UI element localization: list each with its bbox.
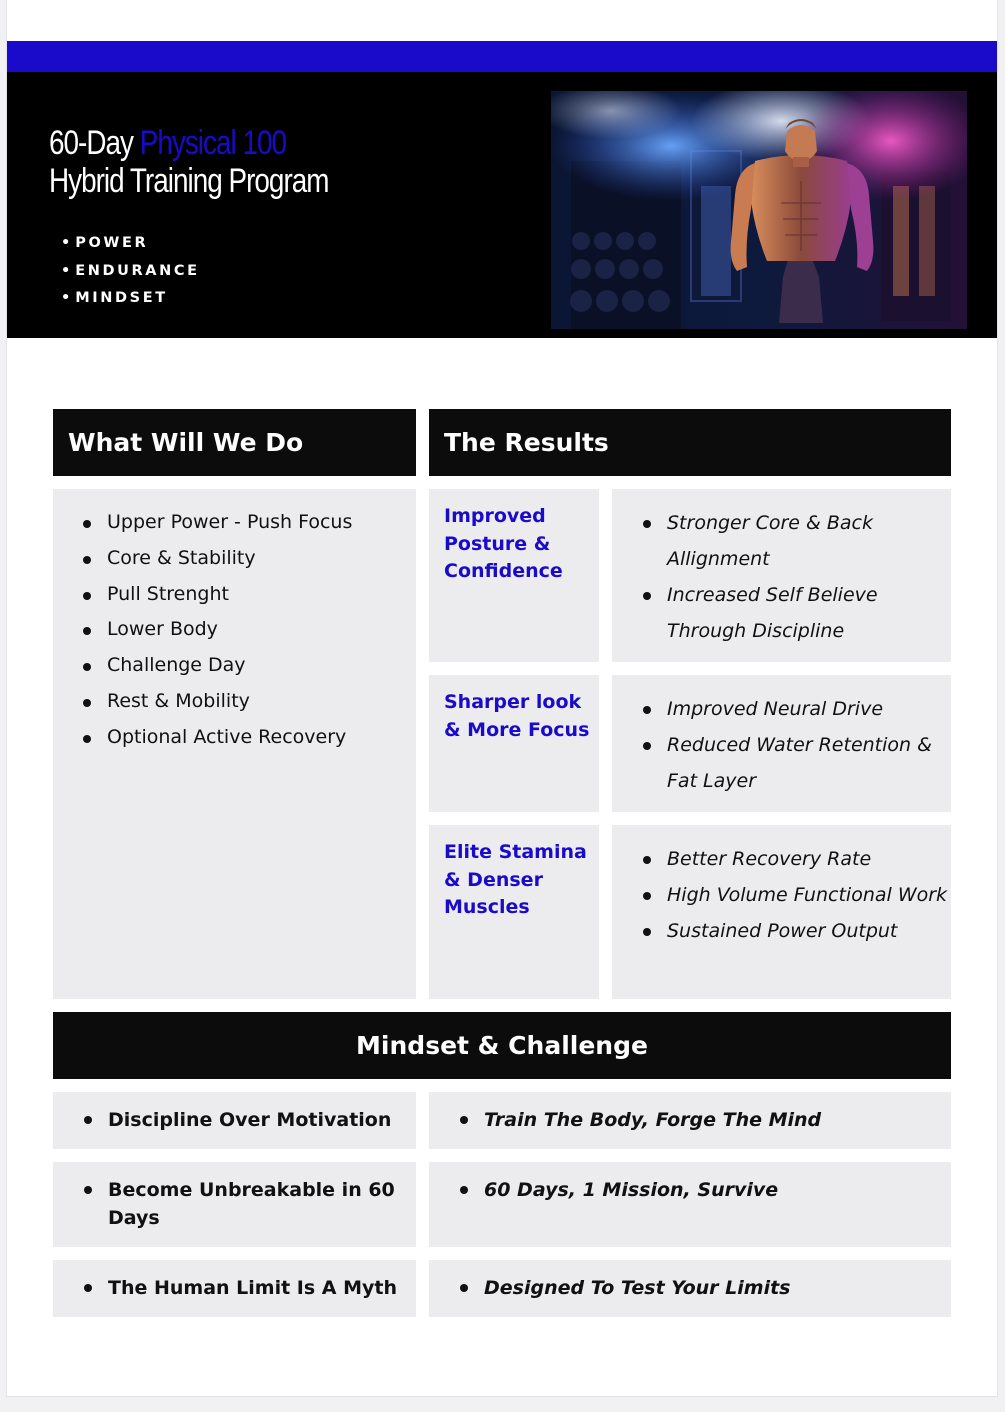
list-item: Better Recovery Rate <box>667 841 951 877</box>
list-item: Lower Body <box>107 612 416 648</box>
hero-tag: • ENDURANCE <box>61 258 200 286</box>
list-item: Increased Self Believe Through Discipline <box>667 577 951 649</box>
mindset-cell <box>53 1092 416 1149</box>
result-title-cell <box>429 489 599 662</box>
athlete-gym-illustration <box>551 91 967 329</box>
mindset-heading: Mindset & Challenge <box>53 1012 951 1079</box>
mindset-cell <box>429 1162 951 1247</box>
list-item: Core & Stability <box>107 541 416 577</box>
mindset-item: Train The Body, Forge The Mind <box>429 1106 951 1134</box>
hero-tag: • POWER <box>61 230 200 258</box>
list-item: Pull Strenght <box>107 577 416 613</box>
mindset-item: Become Unbreakable in 60 Days <box>53 1176 416 1232</box>
result-title-cell <box>429 675 599 812</box>
list-item: Optional Active Recovery <box>107 720 416 756</box>
list-item: Rest & Mobility <box>107 684 416 720</box>
list-item: Upper Power - Push Focus <box>107 505 416 541</box>
list-item: Sustained Power Output <box>667 913 951 949</box>
what-we-do-panel <box>53 489 416 999</box>
result-detail-cell <box>612 675 951 812</box>
mindset-item: 60 Days, 1 Mission, Survive <box>429 1176 951 1204</box>
list-item: High Volume Functional Work <box>667 877 951 913</box>
title-accent: Physical 100 <box>139 124 287 162</box>
result-detail-cell <box>612 489 951 662</box>
result-title: Sharper look & More Focus <box>444 691 590 741</box>
list-item: Improved Neural Drive <box>667 691 951 727</box>
result-detail-cell <box>612 825 951 999</box>
result-detail-list <box>612 825 951 949</box>
title-line2: Hybrid Training Program <box>49 162 329 200</box>
mindset-cell <box>53 1260 416 1317</box>
mindset-item: The Human Limit Is A Myth <box>53 1274 416 1302</box>
mindset-item: Designed To Test Your Limits <box>429 1274 951 1302</box>
page-title <box>49 124 329 200</box>
what-we-do-heading: What Will We Do <box>53 409 416 476</box>
mindset-cell <box>429 1092 951 1149</box>
top-accent-bar <box>7 41 997 72</box>
list-item: Stronger Core & Back Allignment <box>667 505 951 577</box>
program-page <box>7 0 997 1396</box>
hero-athlete-image <box>551 91 967 329</box>
result-title: Improved Posture & Confidence <box>444 505 563 582</box>
list-item: Reduced Water Retention & Fat Layer <box>667 727 951 799</box>
hero-tag: • MINDSET <box>61 285 200 313</box>
mindset-cell <box>429 1260 951 1317</box>
list-item: Challenge Day <box>107 648 416 684</box>
hero-tag-list <box>61 230 200 313</box>
mindset-cell <box>53 1162 416 1247</box>
result-title-cell <box>429 825 599 999</box>
title-prefix: 60-Day <box>49 124 140 162</box>
result-title: Elite Stamina & Denser Muscles <box>444 841 587 918</box>
what-we-do-list <box>53 489 416 756</box>
results-heading: The Results <box>429 409 951 476</box>
result-detail-list <box>612 489 951 649</box>
result-detail-list <box>612 675 951 799</box>
hero-banner <box>7 72 997 338</box>
mindset-item: Discipline Over Motivation <box>53 1106 416 1134</box>
